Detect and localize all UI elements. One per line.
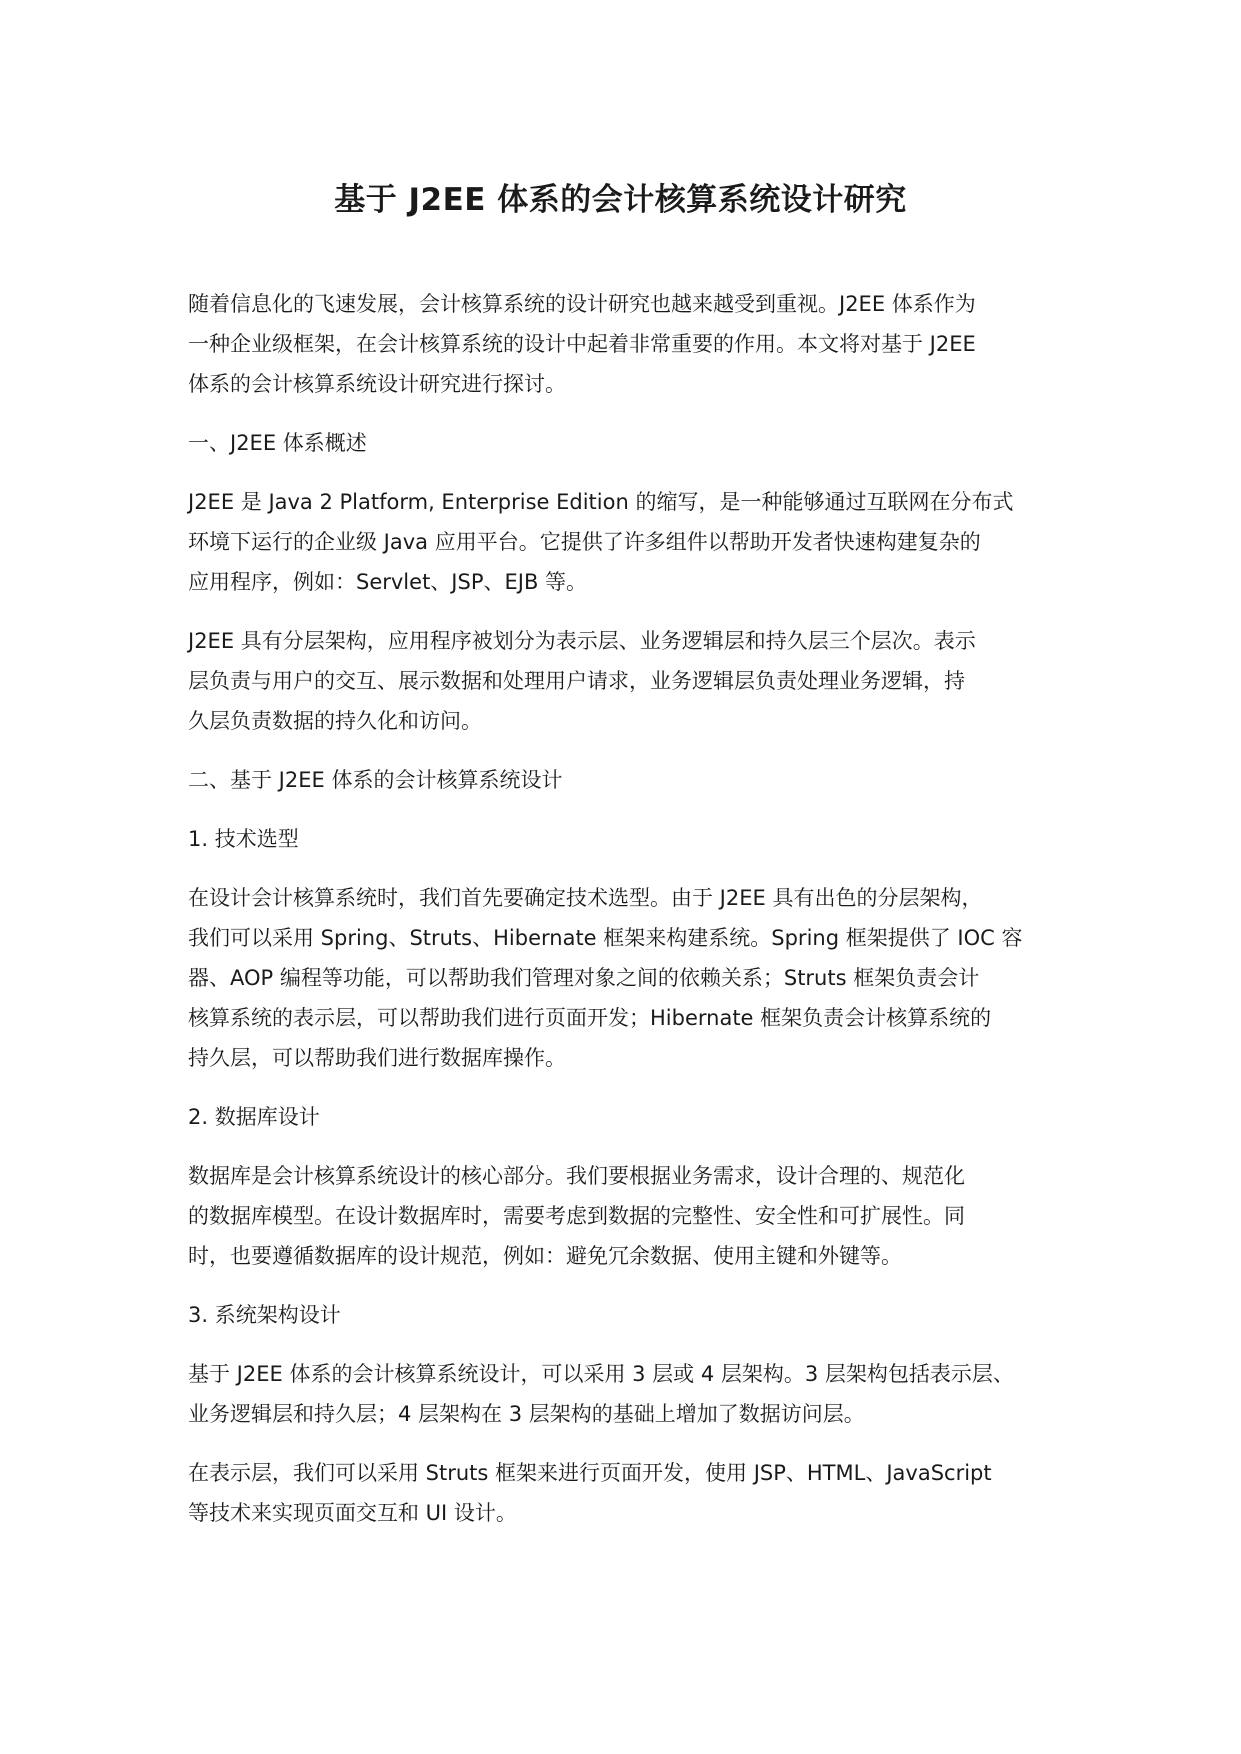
database-paragraph <box>188 1156 1068 1276</box>
subsection-heading-database: 2. 数据库设计 <box>188 1105 320 1129</box>
text-line: J2EE 是 Java 2 Platform, Enterprise Edition 的缩写，是一种能够通过互联网在分布式 <box>188 490 1014 514</box>
architecture-paragraph-1 <box>188 1354 1068 1434</box>
text-line: 器、AOP 编程等功能，可以帮助我们管理对象之间的依赖关系；Struts 框架负责会计 <box>188 966 980 990</box>
document-body <box>188 284 1068 1552</box>
intro-paragraph <box>188 284 1068 404</box>
text-line: 在设计会计核算系统时，我们首先要确定技术选型。由于 J2EE 具有出色的分层架构， <box>188 886 983 910</box>
text-line: 的数据库模型。在设计数据库时，需要考虑到数据的完整性、安全性和可扩展性。同 <box>188 1204 965 1228</box>
text-line: J2EE 具有分层架构，应用程序被划分为表示层、业务逻辑层和持久层三个层次。表示 <box>188 629 976 653</box>
subsection-heading-architecture: 3. 系统架构设计 <box>188 1303 341 1327</box>
section-heading-design: 二、基于 J2EE 体系的会计核算系统设计 <box>188 768 563 792</box>
text-line: 层负责与用户的交互、展示数据和处理用户请求，业务逻辑层负责处理业务逻辑，持 <box>188 669 965 693</box>
overview-paragraph-2 <box>188 621 1068 741</box>
text-line: 应用程序，例如：Servlet、JSP、EJB 等。 <box>188 570 588 594</box>
tech-paragraph <box>188 878 1068 1078</box>
overview-paragraph-1 <box>188 482 1068 602</box>
text-line: 我们可以采用 Spring、Struts、Hibernate 框架来构建系统。Spring 框架提供了 IOC 容 <box>188 926 1023 950</box>
text-line: 体系的会计核算系统设计研究进行探讨。 <box>188 372 566 396</box>
text-line: 持久层，可以帮助我们进行数据库操作。 <box>188 1046 566 1070</box>
text-line: 数据库是会计核算系统设计的核心部分。我们要根据业务需求，设计合理的、规范化 <box>188 1164 965 1188</box>
text-line: 时，也要遵循数据库的设计规范，例如：避免冗余数据、使用主键和外键等。 <box>188 1244 902 1268</box>
text-line: 业务逻辑层和持久层；4 层架构在 3 层架构的基础上增加了数据访问层。 <box>188 1402 865 1426</box>
text-line: 基于 J2EE 体系的会计核算系统设计，可以采用 3 层或 4 层架构。3 层架构包括表示层、 <box>188 1362 1014 1386</box>
text-line: 一种企业级框架，在会计核算系统的设计中起着非常重要的作用。本文将对基于 J2EE <box>188 332 976 356</box>
subsection-heading-tech: 1. 技术选型 <box>188 827 299 851</box>
text-line: 随着信息化的飞速发展，会计核算系统的设计研究也越来越受到重视。J2EE 体系作为 <box>188 292 976 316</box>
text-line: 在表示层，我们可以采用 Struts 框架来进行页面开发，使用 JSP、HTML、JavaScript <box>188 1461 992 1485</box>
text-line: 核算系统的表示层，可以帮助我们进行页面开发；Hibernate 框架负责会计核算系统的 <box>188 1006 992 1030</box>
text-line: 等技术来实现页面交互和 UI 设计。 <box>188 1501 517 1525</box>
section-heading-overview: 一、J2EE 体系概述 <box>188 431 367 455</box>
text-line: 久层负责数据的持久化和访问。 <box>188 709 482 733</box>
document-title: 基于 J2EE 体系的会计核算系统设计研究 <box>334 182 907 218</box>
text-line: 环境下运行的企业级 Java 应用平台。它提供了许多组件以帮助开发者快速构建复杂的 <box>188 530 981 554</box>
architecture-paragraph-2 <box>188 1453 1068 1533</box>
